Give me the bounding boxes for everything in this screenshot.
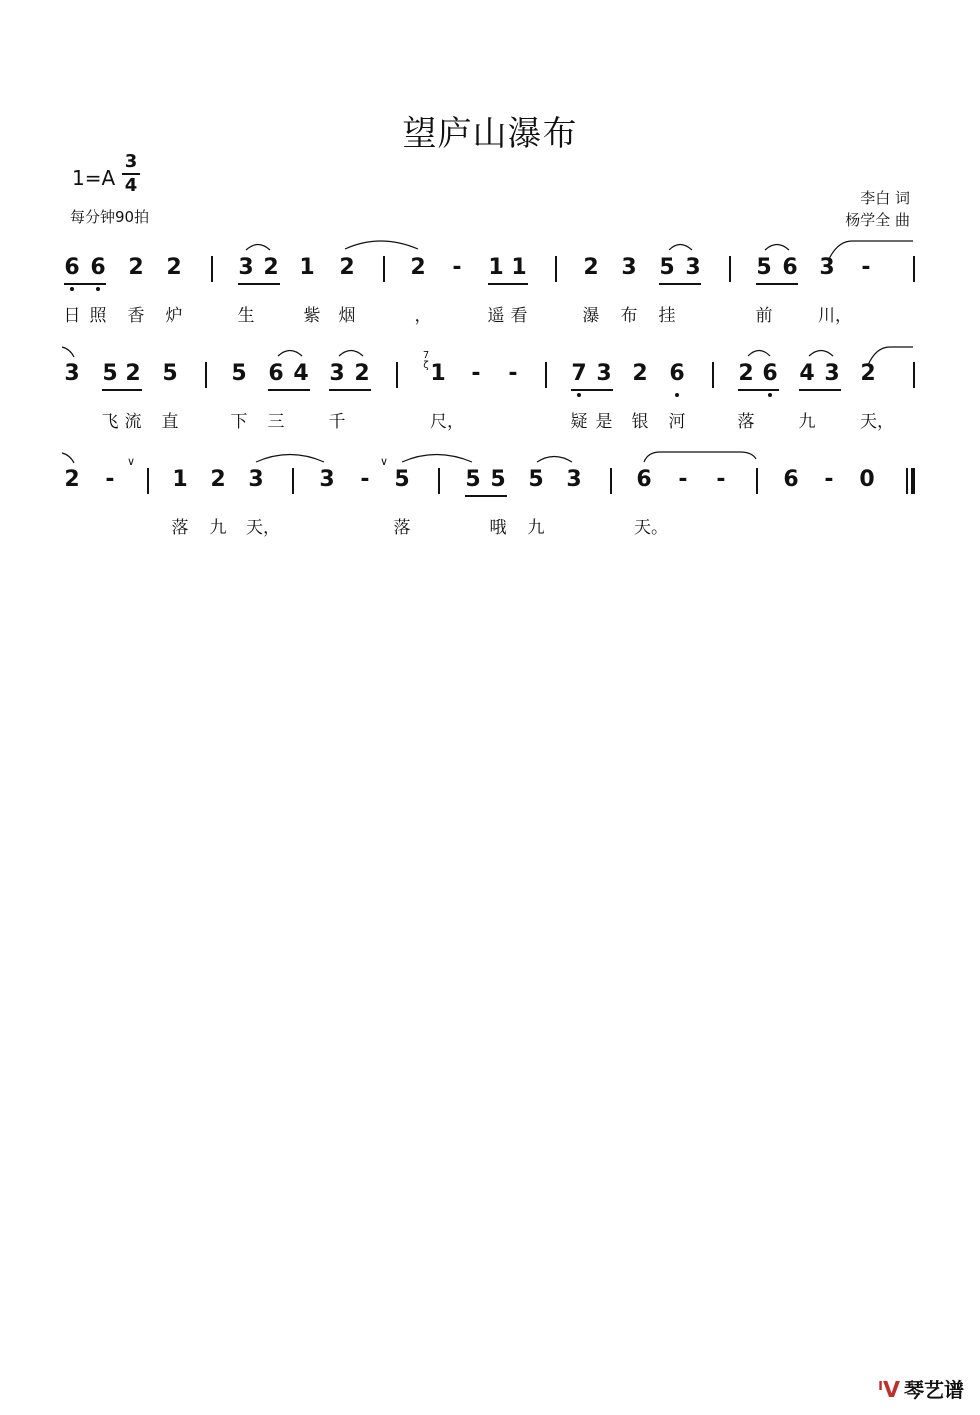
lyric: 三 bbox=[267, 412, 285, 432]
lyric: 落 bbox=[737, 412, 755, 432]
note: 2 bbox=[210, 467, 226, 492]
key-signature: 1=A bbox=[72, 166, 116, 190]
note: 2 bbox=[339, 255, 355, 280]
brand-logo bbox=[878, 1374, 964, 1403]
note: 4 bbox=[293, 361, 309, 386]
note: 6 bbox=[90, 255, 106, 280]
note: 3 bbox=[685, 255, 701, 280]
lyric: 九 bbox=[798, 412, 816, 432]
lyric: 天， bbox=[246, 518, 280, 538]
note: 6 bbox=[268, 361, 284, 386]
note: 6 bbox=[636, 467, 652, 492]
staff-line-1 bbox=[0, 255, 980, 355]
lyricist-credit: 李白 词 bbox=[860, 189, 910, 207]
note: 3 bbox=[64, 361, 80, 386]
lyric: 千 bbox=[328, 412, 346, 432]
slur-marks bbox=[0, 255, 980, 295]
lyric: 疑 bbox=[570, 412, 588, 432]
lyric: 生 bbox=[237, 306, 255, 326]
lyric: 河 bbox=[668, 412, 686, 432]
lyric: 天。 bbox=[634, 518, 668, 538]
brand-name: 琴艺谱 bbox=[904, 1378, 964, 1402]
tempo-marking: 每分钟90拍 bbox=[70, 208, 150, 226]
note: 5 bbox=[465, 467, 481, 492]
grace-note-tail: ζ bbox=[423, 360, 429, 371]
dash: - bbox=[824, 467, 834, 492]
note: 2 bbox=[632, 361, 648, 386]
note: 2 bbox=[263, 255, 279, 280]
note: 2 bbox=[860, 361, 876, 386]
slur-marks bbox=[0, 467, 980, 507]
note: 4 bbox=[799, 361, 815, 386]
lyric: 落 bbox=[171, 518, 189, 538]
note: 6 bbox=[783, 467, 799, 492]
note: 2 bbox=[64, 467, 80, 492]
time-signature bbox=[120, 151, 142, 197]
lyric: 看 bbox=[510, 306, 528, 326]
note: 3 bbox=[566, 467, 582, 492]
note: 5 bbox=[659, 255, 675, 280]
time-signature-bottom: 4 bbox=[124, 175, 138, 196]
lyric: ， bbox=[414, 306, 432, 326]
note: 3 bbox=[319, 467, 335, 492]
note: 1 bbox=[488, 255, 504, 280]
dash: - bbox=[861, 255, 871, 280]
note: 1 bbox=[430, 361, 446, 386]
lyric: 哦 bbox=[489, 518, 507, 538]
lyric: 九 bbox=[527, 518, 545, 538]
lyric: 日 bbox=[63, 306, 81, 326]
lyric: 直 bbox=[161, 412, 179, 432]
breath-mark: ∨ bbox=[379, 455, 389, 468]
lyric: 遥 bbox=[487, 306, 505, 326]
dash: - bbox=[360, 467, 370, 492]
note: 2 bbox=[410, 255, 426, 280]
dash: - bbox=[716, 467, 726, 492]
dash: - bbox=[105, 467, 115, 492]
note: 5 bbox=[102, 361, 118, 386]
lyric: 炉 bbox=[165, 306, 183, 326]
note: 2 bbox=[583, 255, 599, 280]
time-signature-top: 3 bbox=[124, 151, 138, 172]
lyric: 烟 bbox=[338, 306, 356, 326]
note: 1 bbox=[511, 255, 527, 280]
dash: - bbox=[452, 255, 462, 280]
slur-marks bbox=[0, 361, 980, 401]
lyric: 川， bbox=[818, 306, 852, 326]
note: 0 bbox=[859, 467, 875, 492]
note: 2 bbox=[166, 255, 182, 280]
lyric: 尺， bbox=[430, 412, 464, 432]
brand-logo-icon: ᑊᐯ bbox=[877, 1378, 900, 1403]
lyric: 落 bbox=[393, 518, 411, 538]
lyric: 是 bbox=[595, 412, 613, 432]
note: 7 bbox=[571, 361, 587, 386]
note: 5 bbox=[528, 467, 544, 492]
note: 3 bbox=[248, 467, 264, 492]
lyric: 照 bbox=[89, 306, 107, 326]
lyric: 紫 bbox=[303, 306, 321, 326]
note: 2 bbox=[128, 255, 144, 280]
note: 2 bbox=[125, 361, 141, 386]
grace-note-digit: 7 bbox=[422, 350, 430, 361]
note: 2 bbox=[354, 361, 370, 386]
note: 1 bbox=[299, 255, 315, 280]
lyric: 九 bbox=[209, 518, 227, 538]
composer-credit: 杨学全 曲 bbox=[845, 211, 910, 229]
lyric: 前 bbox=[755, 306, 773, 326]
note: 3 bbox=[329, 361, 345, 386]
lyric: 流 bbox=[124, 412, 142, 432]
dash: - bbox=[508, 361, 518, 386]
note: 6 bbox=[782, 255, 798, 280]
breath-mark: ∨ bbox=[126, 455, 136, 468]
dash: - bbox=[678, 467, 688, 492]
dash: - bbox=[471, 361, 481, 386]
note: 3 bbox=[621, 255, 637, 280]
note: 3 bbox=[819, 255, 835, 280]
note: 1 bbox=[172, 467, 188, 492]
lyric: 香 bbox=[127, 306, 145, 326]
note: 5 bbox=[394, 467, 410, 492]
staff-line-2 bbox=[0, 350, 980, 461]
note: 3 bbox=[238, 255, 254, 280]
note: 6 bbox=[64, 255, 80, 280]
note: 3 bbox=[596, 361, 612, 386]
lyric: 天， bbox=[860, 412, 894, 432]
lyric: 飞 bbox=[101, 412, 119, 432]
lyric: 银 bbox=[631, 412, 649, 432]
lyric: 布 bbox=[620, 306, 638, 326]
lyric: 下 bbox=[230, 412, 248, 432]
lyric: 挂 bbox=[658, 306, 676, 326]
note: 5 bbox=[162, 361, 178, 386]
note: 5 bbox=[231, 361, 247, 386]
note: 6 bbox=[762, 361, 778, 386]
lyric: 瀑 bbox=[582, 306, 600, 326]
staff-line-3 bbox=[0, 455, 980, 567]
note: 3 bbox=[824, 361, 840, 386]
note: 6 bbox=[669, 361, 685, 386]
note: 5 bbox=[490, 467, 506, 492]
note: 5 bbox=[756, 255, 772, 280]
page-title: 望庐山瀑布 bbox=[402, 114, 578, 154]
note: 2 bbox=[738, 361, 754, 386]
